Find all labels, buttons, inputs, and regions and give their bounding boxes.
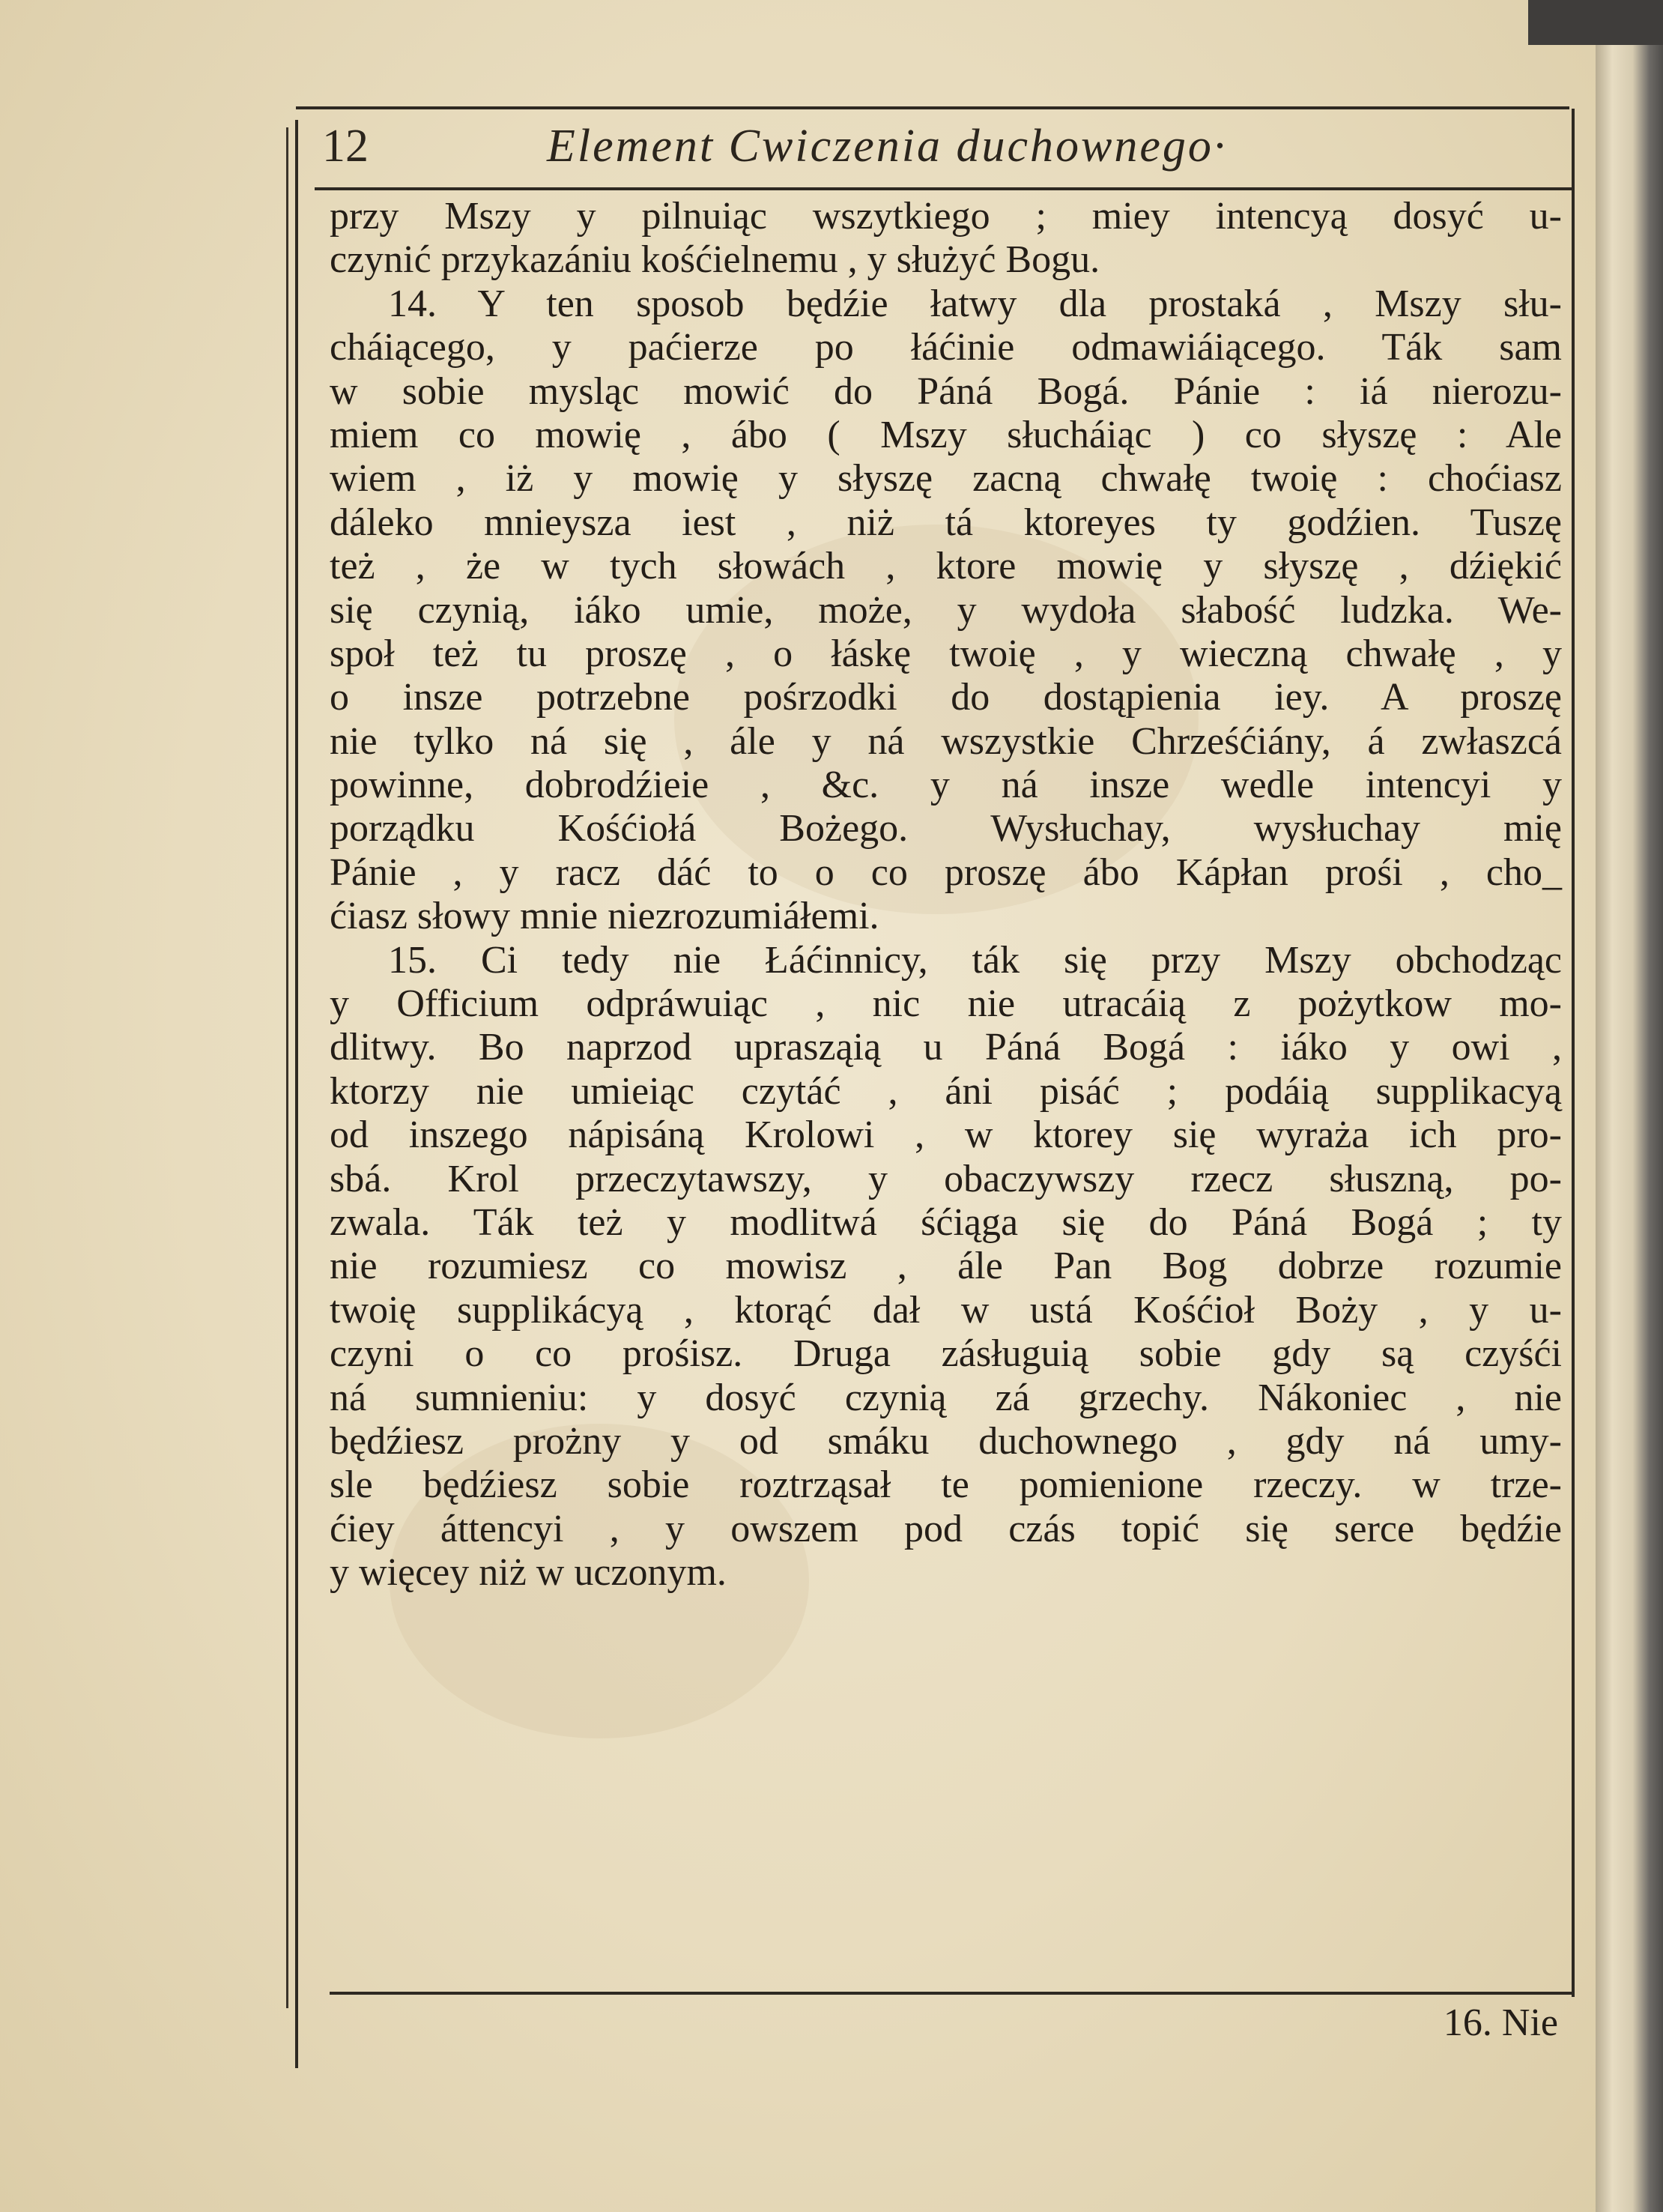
text-line: ná sumnieniu: y dosyć czynią zá grzechy. Nákoniec , nie: [330, 1376, 1562, 1419]
text-line: będźiesz prożny y od smáku duchownego , gdy ná umy-: [330, 1419, 1562, 1463]
text-line: też , że w tych słowách , ktore mowię y słyszę , dźiękić: [330, 545, 1562, 588]
page-edge-shadow: [1596, 0, 1663, 2212]
page-frame-left-rule: [295, 120, 298, 2068]
text-line: porządku Kośćiołá Bożego. Wysłuchay, wysłuchay mię: [330, 807, 1562, 850]
page-frame-top-rule: [296, 106, 1569, 109]
text-line: twoię supplikácyą , ktorąć dał w ustá Kośćioł Boży , y u-: [330, 1288, 1562, 1332]
header-separator-rule: [315, 187, 1573, 190]
text-line: cháiącego, y paćierze po łáćinie odmawiáiącego. Ták sam: [330, 326, 1562, 369]
text-line: się czynią, iáko umie, może, y wydoła słabość ludzka. We-: [330, 588, 1562, 632]
text-line: dáleko mnieysza iest , niż tá ktoreyes ty godźien. Tuszę: [330, 501, 1562, 544]
text-line: ćiey áttencyi , y owszem pod czás topić się serce będźie: [330, 1507, 1562, 1550]
text-line: ćiasz słowy mnie niezrozumiáłemi.: [330, 895, 879, 938]
text-line: przy Mszy y pilnuiąc wszytkiego ; miey intencyą dosyć u-: [330, 195, 1562, 238]
text-line: czyni o co prośisz. Druga zásługuią sobie gdy są czyśći: [330, 1332, 1562, 1376]
text-line: miem co mowię , ábo ( Mszy słucháiąc ) co słyszę : Ale: [330, 413, 1562, 456]
page-number: 12: [322, 121, 369, 172]
text-line: ktorzy nie umieiąc czytáć , áni pisáć ; podáią supplikacyą: [330, 1069, 1562, 1113]
text-line: sbá. Krol przeczytawszy, y obaczywszy rzecz słuszną, po-: [330, 1157, 1562, 1200]
text-line: społ też tu proszę , o łáskę twoię , y wieczną chwałę , y: [330, 632, 1562, 675]
text-line: dlitwy. Bo naprzod uprasząią u Páná Bogá : iáko y owi ,: [330, 1026, 1562, 1069]
text-line: w sobie mysląc mowić do Páná Bogá. Pánie : iá nierozu-: [330, 369, 1562, 413]
text-line: o insze potrzebne pośrzodki do dostąpienia iey. A proszę: [330, 676, 1562, 719]
text-line: nie tylko ná się , ále y ná wszystkie Chrześćiány, á zwłaszcá: [330, 719, 1562, 763]
running-head-title: Element Cwiczenia duchownego·: [547, 121, 1228, 172]
catchword: 16. Nie: [1443, 2001, 1558, 2044]
page-frame-outer-left-rule: [286, 127, 288, 2008]
page-frame-right-rule: [1572, 109, 1575, 1997]
running-head: [322, 112, 1566, 180]
text-line: sle będźiesz sobie roztrząsał te pomienione rzeczy. w trze-: [330, 1463, 1562, 1507]
text-line: od inszego nápisáną Krolowi , w ktorey się wyraża ich pro-: [330, 1113, 1562, 1157]
text-line: powinne, dobrodźieie , &c. y ná insze wedle intencyi y: [330, 764, 1562, 807]
text-line: 15. Ci tedy nie Łáćinnicy, ták się przy Mszy obchodząc: [388, 938, 1562, 982]
page-frame-bottom-rule: [330, 1992, 1573, 1995]
text-line: nie rozumiesz co mowisz , ále Pan Bog dobrze rozumie: [330, 1245, 1562, 1288]
text-line: y Officium odpráwuiąc , nic nie utracáią z pożytkow mo-: [330, 982, 1562, 1026]
body-text: [330, 195, 1562, 1595]
text-line: 14. Y ten sposob będźie łatwy dla prostaká , Mszy słu-: [388, 282, 1562, 325]
text-line: y więcey niż w uczonym.: [330, 1551, 727, 1595]
text-line: Pánie , y racz dáć to o co proszę ábo Kápłan prośi , cho_: [330, 850, 1562, 894]
text-line: wiem , iż y mowię y słyszę zacną chwałę twoię : choćiasz: [330, 457, 1562, 501]
text-line: czynić przykazániu kośćielnemu , y służyć Bogu.: [330, 238, 1100, 282]
text-line: zwala. Ták też y modlitwá śćiąga się do Páná Bogá ; ty: [330, 1200, 1562, 1244]
scan-background-corner: [1528, 0, 1663, 45]
